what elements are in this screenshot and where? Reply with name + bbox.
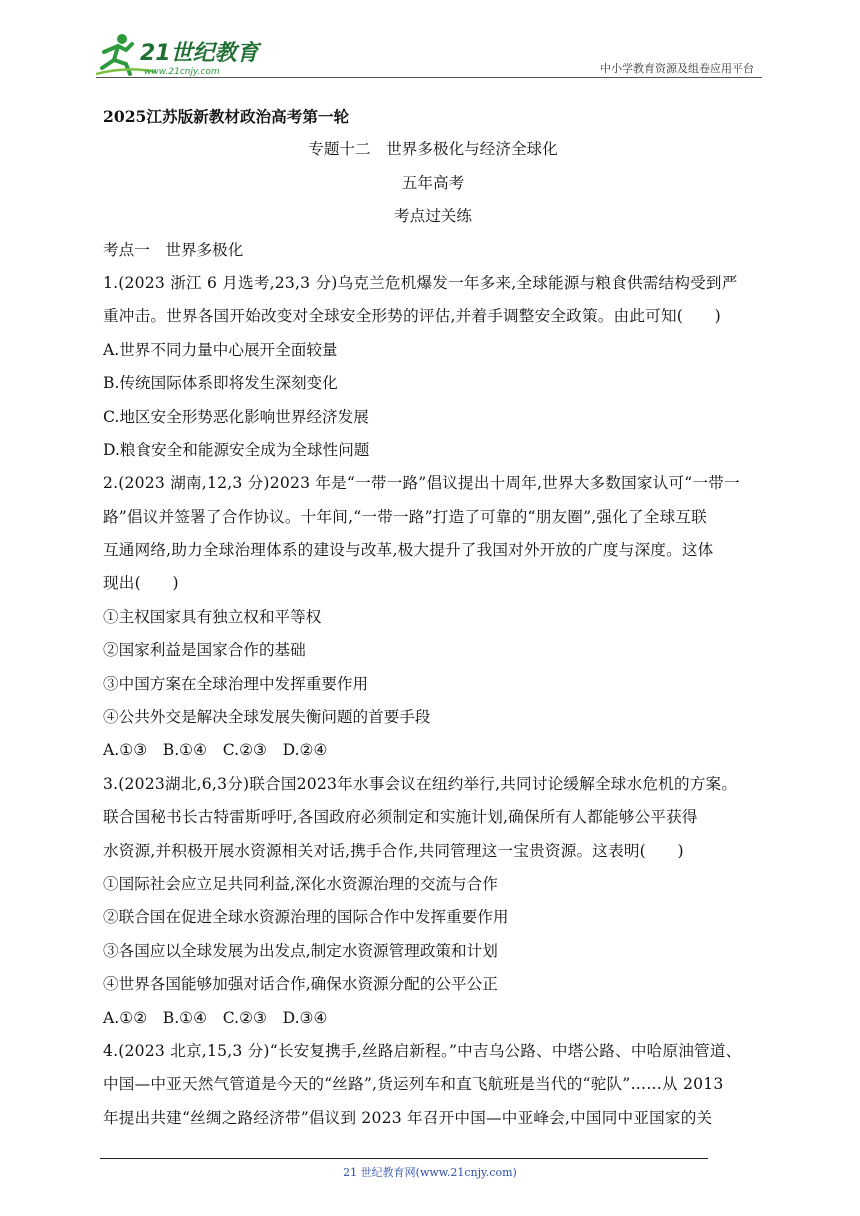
header-divider [96, 77, 762, 78]
header-tagline: 中小学教育资源及组卷应用平台 [600, 62, 754, 75]
footer-link[interactable]: 21 世纪教育网(www.21cnjy.com) [343, 1166, 517, 1179]
question-stem-line: 中国—中亚天然气管道是今天的“丝路”,货运列车和直飞航班是当代的“驼队”……从 2013 [103, 1075, 724, 1094]
site-logo[interactable] [96, 30, 266, 78]
question-stem-line: 1.(2023 浙江 6 月选考,23,3 分)乌克兰危机爆发一年多来,全球能源与粮食供需结构受到严 [103, 273, 738, 292]
topic-heading: 专题十二 世界多极化与经济全球化 [308, 140, 558, 159]
question-stem-line: 水资源,并积极开展水资源相关对话,携手合作,共同管理这一宝贵资源。这表明( ) [103, 841, 684, 860]
question-option: C.地区安全形势恶化影响世界经济发展 [103, 407, 369, 426]
question-option: A.①③ B.①④ C.②③ D.②④ [103, 741, 328, 760]
question-stem-line: 3.(2023湖北,6,3分)联合国2023年水事会议在纽约举行,共同讨论缓解全球水危机的方案。 [103, 774, 738, 793]
page-header [96, 30, 762, 80]
question-block [103, 1035, 763, 1135]
question-option: D.粮食安全和能源安全成为全球性问题 [103, 440, 370, 459]
footer-divider [100, 1158, 708, 1159]
question-option: ④公共外交是解决全球发展失衡问题的首要手段 [103, 708, 431, 727]
question-option: ④世界各国能够加强对话合作,确保水资源分配的公平公正 [103, 975, 498, 994]
svg-text:21世纪教育: 21世纪教育 [140, 41, 259, 66]
question-list [103, 267, 763, 1135]
question-option: ①国际社会应立足共同利益,深化水资源治理的交流与合作 [103, 874, 498, 893]
question-stem-line: 4.(2023 北京,15,3 分)“长安复携手,丝路启新程。”中吉乌公路、中塔公路、中哈原油管道、 [103, 1041, 742, 1060]
question-option: A.①② B.①④ C.②③ D.③④ [103, 1008, 328, 1027]
section-heading: 考点过关练 [394, 207, 472, 226]
question-stem-line: 重冲击。世界各国开始改变对全球安全形势的评估,并着手调整安全政策。由此可知( ) [103, 307, 721, 326]
document-body [103, 100, 763, 1135]
question-block [103, 467, 763, 768]
question-block [103, 768, 763, 1035]
question-stem-line: 年提出共建“丝绸之路经济带”倡议到 2023 年召开中国—中亚峰会,中国同中亚国家的关 [103, 1108, 713, 1127]
question-option: ③中国方案在全球治理中发挥重要作用 [103, 674, 369, 693]
question-option: ①主权国家具有独立权和平等权 [103, 607, 322, 626]
question-option: A.世界不同力量中心展开全面较量 [103, 340, 338, 359]
point-heading: 考点一 世界多极化 [103, 240, 244, 259]
question-block [103, 267, 763, 467]
question-stem-line: 联合国秘书长古特雷斯呼吁,各国政府必须制定和实施计划,确保所有人都能够公平获得 [103, 808, 698, 827]
question-option: ③各国应以全球发展为出发点,制定水资源管理政策和计划 [103, 941, 498, 960]
subtitle-heading: 五年高考 [401, 173, 465, 192]
question-stem-line: 路”倡议并签署了合作协议。十年间,“一带一路”打造了可靠的“朋友圈”,强化了全球互联 [103, 507, 707, 526]
svg-text:www.21cnjy.com: www.21cnjy.com [144, 67, 220, 77]
runner-logo-icon [96, 30, 266, 78]
question-option: ②国家利益是国家合作的基础 [103, 641, 306, 660]
question-stem-line: 2.(2023 湖南,12,3 分)2023 年是“一带一路”倡议提出十周年,世界大多数国家认可“一带一 [103, 474, 740, 493]
question-option: ②联合国在促进全球水资源治理的国际合作中发挥重要作用 [103, 908, 509, 927]
question-option: B.传统国际体系即将发生深刻变化 [103, 374, 338, 393]
document-title: 2025江苏版新教材政治高考第一轮 [103, 107, 350, 126]
question-stem-line: 互通网络,助力全球治理体系的建设与改革,极大提升了我国对外开放的广度与深度。这体 [103, 541, 714, 560]
question-stem-line: 现出( ) [103, 574, 179, 593]
